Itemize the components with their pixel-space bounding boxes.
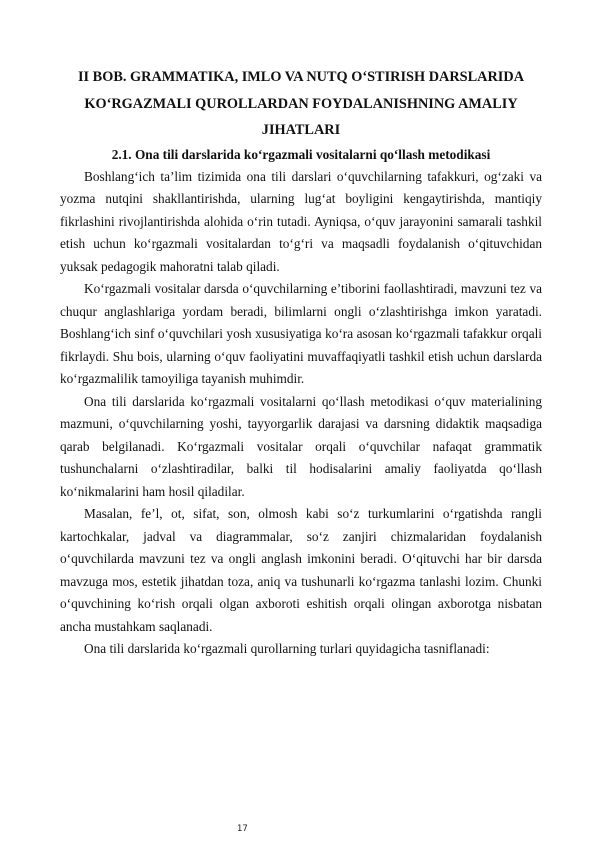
page-number: 17 bbox=[237, 824, 248, 834]
body-paragraph: Masalan, fe’l, ot, sifat, son, olmosh kabi so‘z turkumlarini o‘rgatishda rangli kartochkalar, jadval va diagrammalar, so‘z zanjiri chizmalaridan foydalanish o‘quvchilarda mavzuni tez va ongli anglash imkonini beradi. O‘qituvchi har bir darsda mavzuga mos, estetik jihatdan toza, aniq va tushunarli ko‘rgazma tanlashi lozim. Chunki o‘quvchining ko‘rish orqali olgan axboroti eshitish orqali olingan axborotga nisbatan ancha mustahkam saqlanadi. bbox=[60, 506, 542, 634]
body-paragraph: Ona tili darslarida ko‘rgazmali qurollarning turlari quyidagicha tasniflanadi: bbox=[84, 641, 490, 656]
chapter-title: II BOB. GRAMMATIKA, IMLO VA NUTQ O‘STIRISH DARSLARIDA KO‘RGAZMALI QUROLLARDAN FOYDALANISHNING AMALIY JIHATLARI bbox=[77, 69, 525, 138]
body-paragraph: Ko‘rgazmali vositalar darsda o‘quvchilarning e’tiborini faollashtiradi, mavzuni tez va chuqur anglashlariga yordam beradi, bilimlarni ongli o‘zlashtirishga imkon yaratadi. Boshlang‘ich sinf o‘quvchilari yosh xususiyatiga ko‘ra asosan ko‘rgazmali tafakkur orqali fikrlaydi. Shu bois, ularning o‘quv faoliyatini muvaffaqiyatli tashkil etish uchun darslarda ko‘rgazmalilik tamoyiliga tayanish muhimdir. bbox=[60, 281, 542, 386]
body-paragraph: Boshlang‘ich ta’lim tizimida ona tili darslari o‘quvchilarning tafakkuri, og‘zaki va yozma nutqini shakllantirishda, ularning lug‘at boyligini kengaytirishda, mantiqiy fikrlashini rivojlantirishda alohida o‘rin tutadi. Ayniqsa, o‘quv jarayonini samarali tashkil etish uchun ko‘rgazmali vositalardan to‘g‘ri va maqsadli foydalanish o‘qituvchidan yuksak pedagogik mahoratni talab qiladi. bbox=[60, 168, 542, 274]
body-paragraph: Ona tili darslarida ko‘rgazmali vositalarni qo‘llash metodikasi o‘quv materialining mazmuni, o‘quvchilarning yoshi, tayyorgarlik darajasi va darsning didaktik maqsadiga qarab belgilanadi. Ko‘rgazmali vositalar orqali o‘quvchilar nafaqat grammatik tushunchalarni o‘zlashtiradilar, balki til hodisalarini amaliy faoliyatda qo‘llash ko‘nikmalarini ham hosil qiladilar. bbox=[60, 393, 542, 499]
document-page bbox=[60, 64, 542, 661]
section-title: 2.1. Ona tili darslarida ko‘rgazmali vositalarni qo‘llash metodikasi bbox=[111, 146, 491, 162]
